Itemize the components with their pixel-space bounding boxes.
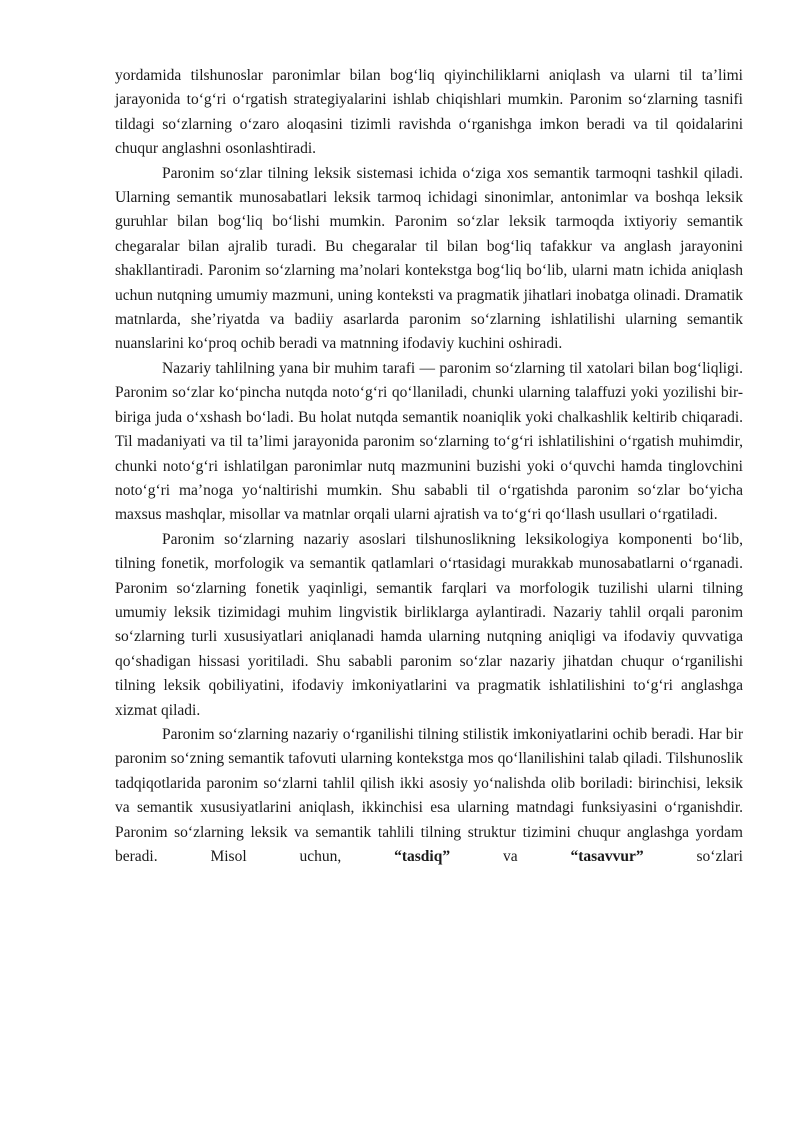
paragraph-5-text-mid: va — [450, 848, 571, 865]
paragraph-2: Paronim so‘zlar tilning leksik sistemasi ichida o‘ziga xos semantik tarmoqni tashkil qiladi. Ularning semantik munosabatlari leksik tarmoq ichidagi sinonimlar, antonimlar va boshqa leksik guruhlar bilan bog‘liq bo‘lishi mumkin. Paronim so‘zlar leksik tarmoqda ixtiyoriy semantik chegaralar bilan ajralib turadi. Bu chegaralar til bilan bog‘liq tafakkur va anglash jarayonini shakllantiradi. Paronim so‘zlarning ma’nolari kontekstga bog‘liq bo‘lib, ularni matn ichida aniqlash uchun nutqning umumiy mazmuni, uning konteksti va pragmatik jihatlari inobatga olinadi. Dramatik matnlarda, she’riyatda va badiiy asarlarda paronim so‘zlarning ishlatilishi ularning semantik nuanslarini ko‘proq ochib beradi va matnning ifodaviy kuchini oshiradi. — [115, 164, 743, 353]
paragraph-5 — [115, 723, 743, 869]
paragraph-1: yordamida tilshunoslar paronimlar bilan bog‘liq qiyinchiliklarni aniqlash va ularni til ta’limi jarayonida to‘g‘ri o‘rgatish strategiyalarini ishlab chiqishlari mumkin. Paronim so‘zlarning tasnifi tildagi so‘zlarning o‘zaro aloqasini tizimli ravishda o‘rganishga imkon beradi va til qoidalarini chuqur anglashni osonlashtiradi. — [115, 67, 743, 158]
term-tasavvur: “tasavvur” — [570, 848, 644, 865]
paragraph-4: Paronim so‘zlarning nazariy asoslari tilshunoslikning leksikologiya komponenti bo‘lib, tilning fonetik, morfologik va semantik qatlamlari o‘rtasidagi murakkab munosabatlarni o‘rganadi. Paronim so‘zlarning fonetik yaqinligi, semantik farqlari va morfologik tuzilishi ularni tilning umumiy leksik tizimidagi muhim lingvistik birliklarga aylantiradi. Nazariy tahlil orqali paronim so‘zlarning turli xususiyatlari aniqlanadi hamda ularning nutqning aniqligi va ifodaviy quvvatiga qo‘shadigan hissasi yoritiladi. Shu sababli paronim so‘zlar nazariy jihatdan chuqur o‘rganilishi tilning leksik qobiliyatini, ifodaviy imkoniyatlarini va pragmatik ishlatilishini to‘g‘ri anglashga xizmat qiladi. — [115, 530, 743, 719]
paragraph-5-text-after: so‘zlari — [643, 848, 743, 865]
term-tasdiq: “tasdiq” — [394, 848, 451, 865]
paragraph-5-text-before: Paronim so‘zlarning nazariy o‘rganilishi tilning stilistik imkoniyatlarini ochib beradi. Har bir paronim so‘zning semantik tafovuti ularning kontekstga mos qo‘llanilishini talab qiladi. Tilshunoslik tadqiqotlarida paronim so‘zlarni tahlil qilish ikki asosiy yo‘nalishda olib boriladi: birinchisi, leksik va semantik xususiyatlarini aniqlash, ikkinchisi esa ularning matndagi funksiyasini o‘rganishdir. Paronim so‘zlarning leksik va semantik tahlili tilning struktur tizimini chuqur anglashga yordam beradi. Misol uchun, — [115, 725, 743, 865]
paragraph-3: Nazariy tahlilning yana bir muhim tarafi — paronim so‘zlarning til xatolari bilan bog‘liqligi. Paronim so‘zlar ko‘pincha nutqda noto‘g‘ri qo‘llaniladi, chunki ularning talaffuzi yoki yozilishi bir-biriga juda o‘xshash bo‘ladi. Bu holat nutqda semantik noaniqlik yoki chalkashlik keltirib chiqaradi. Til madaniyati va til ta’limi jarayonida paronim so‘zlarning to‘g‘ri ishlatilishini o‘rgatish muhimdir, chunki noto‘g‘ri ishlatilgan paronimlar nutq mazmunini buzishi yoki o‘quvchi hamda tinglovchini noto‘g‘ri ma’noga yo‘naltirishi mumkin. Shu sababli til o‘rgatishda paronim so‘zlar bo‘yicha maxsus mashqlar, misollar va matnlar orqali ularni ajratish va to‘g‘ri qo‘llash usullari o‘rgatiladi. — [115, 359, 743, 524]
document-page — [115, 64, 743, 869]
